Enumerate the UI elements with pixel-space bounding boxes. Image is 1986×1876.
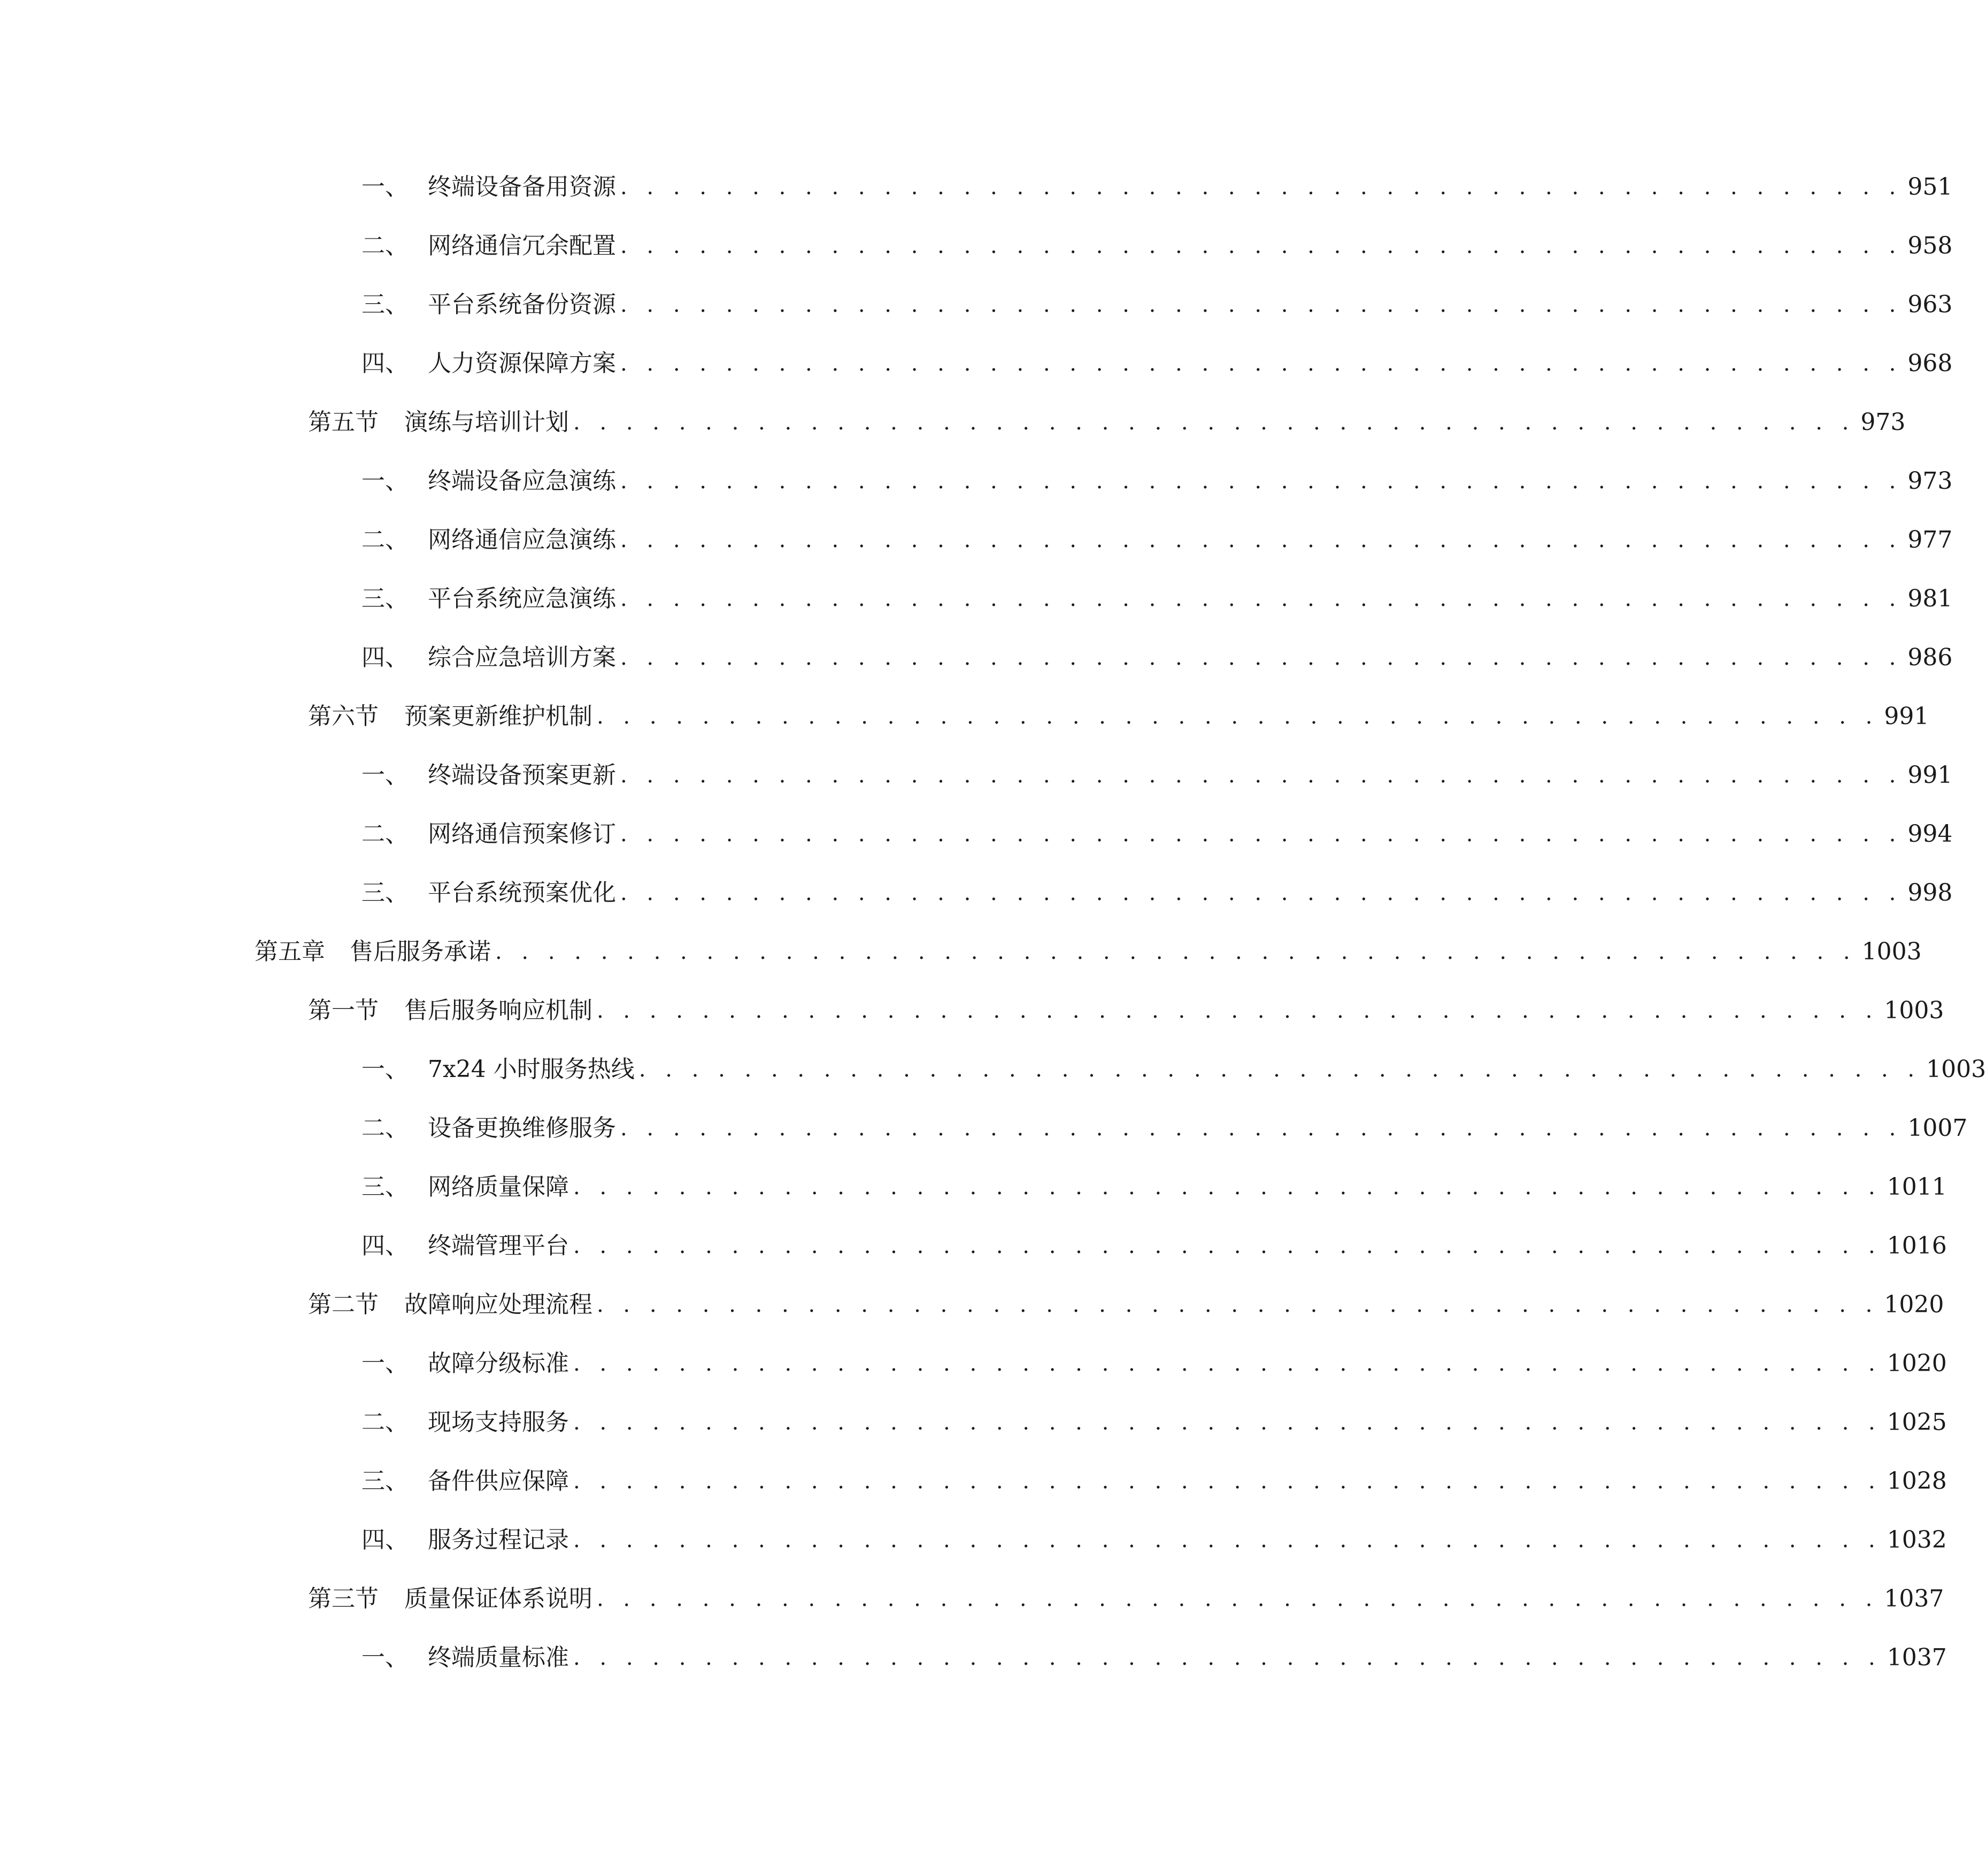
toc-entry-title: 售后服务承诺 [350,938,491,965]
toc-entry-title: 售后服务响应机制 [404,997,592,1024]
toc-entry-number: 三、 [361,879,409,906]
toc-entry-page: 1016 [1887,1232,1947,1259]
toc-entry-section[interactable] [308,695,1929,738]
dot-leader: . . . . . . . . . . . . . . . . . . . . . . . . . . . . . . . . . . . . . . . . . . . . . . . . . . [573,1410,1882,1435]
toc-entry-number: 三、 [361,585,409,612]
toc-entry-number: 第一节 [308,997,379,1024]
toc-entry[interactable] [361,1048,1986,1091]
toc-entry-page: 994 [1907,820,1953,848]
toc-entry-number: 第三节 [308,1585,379,1612]
dot-leader: . . . . . . . . . . . . . . . . . . . . . . . . . . . . . . . . . . . . . . . . . . . . . . . . . . [573,1175,1882,1200]
toc-entry-title: 7x24 小时服务热线 [428,1056,635,1083]
toc-entry-title: 故障分级标准 [428,1350,569,1377]
toc-entry[interactable] [361,1460,1947,1503]
toc-entry-number: 四、 [361,350,409,377]
toc-entry-page: 1037 [1884,1585,1944,1612]
toc-entry-title: 网络质量保障 [428,1173,569,1201]
toc-entry-number: 二、 [361,1409,409,1436]
toc-entry[interactable] [361,342,1953,385]
toc-entry-page: 986 [1907,644,1953,671]
toc-entry-page: 1028 [1887,1467,1947,1495]
toc-entry-number: 四、 [361,1232,409,1259]
toc-entry-page: 1007 [1907,1114,1968,1142]
dot-leader: . . . . . . . . . . . . . . . . . . . . . . . . . . . . . . . . . . . . . . . . . . . . . . . . . [597,704,1879,729]
toc-entry-number: 第五节 [308,409,379,436]
toc-entry[interactable] [361,166,1953,209]
toc-entry[interactable] [361,1166,1947,1209]
toc-entry-title: 预案更新维护机制 [404,703,592,730]
toc-entry-title: 质量保证体系说明 [404,1585,592,1612]
toc-entry-number: 一、 [361,762,409,789]
toc-entry-title: 现场支持服务 [428,1409,569,1436]
toc-entry-page: 1037 [1887,1644,1947,1671]
toc-entry-page: 1032 [1887,1526,1947,1554]
toc-entry[interactable] [361,1225,1947,1267]
dot-leader: . . . . . . . . . . . . . . . . . . . . . . . . . . . . . . . . . . . . . . . . . . . . . . . . . [620,528,1903,552]
toc-entry-title: 平台系统应急演练 [428,585,616,612]
toc-entry-title: 备件供应保障 [428,1467,569,1495]
toc-entry-page: 1011 [1887,1173,1947,1201]
toc-entry-number: 第六节 [308,703,379,730]
toc-entry-page: 1025 [1887,1409,1947,1436]
toc-entry-number: 一、 [361,1056,409,1083]
toc-entry-page: 1003 [1861,938,1922,965]
toc-entry[interactable] [361,225,1953,267]
dot-leader: . . . . . . . . . . . . . . . . . . . . . . . . . . . . . . . . . . . . . . . . . . . . . . . . . [620,175,1903,199]
toc-entry-page: 1020 [1884,1291,1944,1318]
toc-entry-title: 人力资源保障方案 [428,350,616,377]
toc-entry-title: 终端管理平台 [428,1232,569,1259]
toc-entry-number: 一、 [361,1350,409,1377]
toc-entry-chapter[interactable] [255,931,1922,973]
toc-entry-title: 平台系统预案优化 [428,879,616,906]
dot-leader: . . . . . . . . . . . . . . . . . . . . . . . . . . . . . . . . . . . . . . . . . . . . . . . . . [620,469,1903,494]
toc-entry-number: 三、 [361,291,409,318]
toc-entry[interactable] [361,578,1953,620]
toc-entry-page: 991 [1907,762,1953,789]
dot-leader: . . . . . . . . . . . . . . . . . . . . . . . . . . . . . . . . . . . . . . . . . . . . . . . . . [638,1057,1921,1082]
toc-entry-title: 故障响应处理流程 [404,1291,592,1318]
toc-entry-number: 三、 [361,1173,409,1201]
toc-entry[interactable] [361,1107,1968,1150]
toc-entry-section[interactable] [308,1283,1944,1326]
toc-entry-number: 二、 [361,232,409,259]
toc-entry-title: 网络通信预案修订 [428,820,616,848]
toc-entry-number: 一、 [361,173,409,201]
toc-entry-title: 网络通信应急演练 [428,526,616,553]
toc-entry-page: 951 [1907,173,1953,201]
dot-leader: . . . . . . . . . . . . . . . . . . . . . . . . . . . . . . . . . . . . . . . . . . . . . . . . . [620,351,1903,376]
toc-entry-number: 一、 [361,1644,409,1671]
toc-entry[interactable] [361,460,1953,503]
toc-entry-section[interactable] [308,401,1906,444]
dot-leader: . . . . . . . . . . . . . . . . . . . . . . . . . . . . . . . . . . . . . . . . . . . . . . . . . . [573,1469,1882,1494]
toc-entry-page: 991 [1884,703,1929,730]
toc-entry-page: 981 [1907,585,1953,612]
toc-entry[interactable] [361,872,1953,914]
toc-entry-title: 演练与培训计划 [404,409,569,436]
toc-entry-title: 终端质量标准 [428,1644,569,1671]
toc-entry-number: 四、 [361,644,409,671]
dot-leader: . . . . . . . . . . . . . . . . . . . . . . . . . . . . . . . . . . . . . . . . . . . . . . . . . [620,587,1903,611]
toc-entry-title: 终端设备应急演练 [428,467,616,495]
toc-entry-title: 服务过程记录 [428,1526,569,1554]
dot-leader: . . . . . . . . . . . . . . . . . . . . . . . . . . . . . . . . . . . . . . . . . . . . . . . . . . [573,1234,1882,1258]
toc-entry[interactable] [361,283,1953,326]
toc-entry-number: 第五章 [255,938,325,965]
toc-entry[interactable] [361,1401,1947,1444]
toc-entry-section[interactable] [308,989,1944,1032]
toc-entry-number: 四、 [361,1526,409,1554]
dot-leader: . . . . . . . . . . . . . . . . . . . . . . . . . . . . . . . . . . . . . . . . . . . . . . . . . . . . [495,940,1857,964]
toc-entry-title: 设备更换维修服务 [428,1114,616,1142]
dot-leader: . . . . . . . . . . . . . . . . . . . . . . . . . . . . . . . . . . . . . . . . . . . . . . . . . [573,410,1856,435]
dot-leader: . . . . . . . . . . . . . . . . . . . . . . . . . . . . . . . . . . . . . . . . . . . . . . . . . [620,234,1903,258]
toc-entry-page: 1003 [1884,997,1944,1024]
toc-entry-number: 二、 [361,1114,409,1142]
toc-entry-number: 二、 [361,820,409,848]
dot-leader: . . . . . . . . . . . . . . . . . . . . . . . . . . . . . . . . . . . . . . . . . . . . . . . . . [597,1587,1879,1611]
toc-entry[interactable] [361,519,1953,562]
toc-entry-number: 第二节 [308,1291,379,1318]
toc-entry[interactable] [361,1342,1947,1385]
toc-entry-page: 958 [1907,232,1953,259]
dot-leader: . . . . . . . . . . . . . . . . . . . . . . . . . . . . . . . . . . . . . . . . . . . . . . . . . [620,1116,1903,1141]
toc-entry-section[interactable] [308,1578,1944,1620]
toc-entry[interactable] [361,813,1953,856]
dot-leader: . . . . . . . . . . . . . . . . . . . . . . . . . . . . . . . . . . . . . . . . . . . . . . . . . [620,881,1903,905]
toc-entry-page: 977 [1907,526,1953,553]
toc-entry[interactable] [361,1519,1947,1562]
dot-leader: . . . . . . . . . . . . . . . . . . . . . . . . . . . . . . . . . . . . . . . . . . . . . . . . . [620,822,1903,847]
toc-entry-number: 三、 [361,1467,409,1495]
dot-leader: . . . . . . . . . . . . . . . . . . . . . . . . . . . . . . . . . . . . . . . . . . . . . . . . . [597,1293,1879,1317]
toc-entry-page: 968 [1907,350,1953,377]
toc-entry-number: 二、 [361,526,409,553]
dot-leader: . . . . . . . . . . . . . . . . . . . . . . . . . . . . . . . . . . . . . . . . . . . . . . . . . [620,763,1903,788]
dot-leader: . . . . . . . . . . . . . . . . . . . . . . . . . . . . . . . . . . . . . . . . . . . . . . . . . [597,998,1879,1023]
dot-leader: . . . . . . . . . . . . . . . . . . . . . . . . . . . . . . . . . . . . . . . . . . . . . . . . . [620,645,1903,670]
toc-entry-title: 终端设备预案更新 [428,762,616,789]
toc-entry-page: 1020 [1887,1350,1947,1377]
dot-leader: . . . . . . . . . . . . . . . . . . . . . . . . . . . . . . . . . . . . . . . . . . . . . . . . . . [573,1646,1882,1670]
toc-entry-page: 998 [1907,879,1953,906]
toc-entry-title: 平台系统备份资源 [428,291,616,318]
toc-entry-page: 1003 [1926,1056,1986,1083]
toc-entry[interactable] [361,636,1953,679]
toc-entry-page: 963 [1907,291,1953,318]
toc-entry-page: 973 [1907,467,1953,495]
toc-entry-title: 综合应急培训方案 [428,644,616,671]
toc-entry[interactable] [361,754,1953,797]
toc-entry-title: 网络通信冗余配置 [428,232,616,259]
dot-leader: . . . . . . . . . . . . . . . . . . . . . . . . . . . . . . . . . . . . . . . . . . . . . . . . . . [573,1351,1882,1376]
toc-entry-title: 终端设备备用资源 [428,173,616,201]
toc-entry-number: 一、 [361,467,409,495]
toc-entry[interactable] [361,1636,1947,1679]
dot-leader: . . . . . . . . . . . . . . . . . . . . . . . . . . . . . . . . . . . . . . . . . . . . . . . . . [620,293,1903,317]
dot-leader: . . . . . . . . . . . . . . . . . . . . . . . . . . . . . . . . . . . . . . . . . . . . . . . . . . [573,1528,1882,1552]
toc-entry-page: 973 [1860,409,1906,436]
